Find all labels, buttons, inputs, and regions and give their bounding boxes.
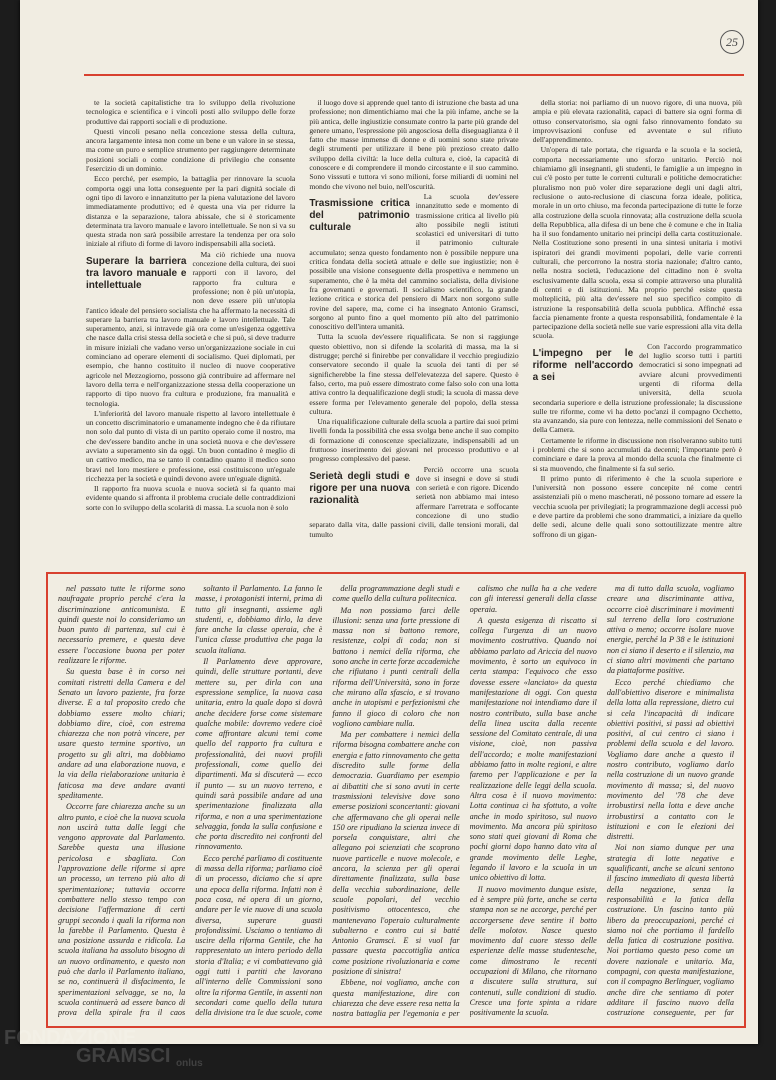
article-column-3 <box>533 98 742 556</box>
paragraph: Il primo punto di riferimento è che la scuola superiore e l'università non possono essere concepite né come centri assistenziali più o meno mascherati, né possono tornare ad essere la vecchia scuola per privilegiati; la programmazione degli accessi può e deve partire da problemi che sono drammatici, a iniziare da quello delle sedi, alcune delle quali sono sottoutilizzate mentre altre soffrono di un gigan- <box>532 473 742 539</box>
paragraph: Il rapporto fra nuova scuola e nuova società si fa quanto mai evidente quando si affronta il problema cruciale delle contraddizioni sorte con lo sviluppo della scolarità di massa. La scuola non è solo <box>86 484 296 512</box>
paragraph: Perciò occorre una scuola dove si insegni e dove si studi con serietà e con rigore. Dicendo serietà non abbiamo mai inteso affermare l'arretrata e soffocante concezione di uno studio separato dalla vita, dalle passioni civili, dalle tensioni morali, dal tumulto <box>309 464 519 539</box>
boxed-paragraph: Il Parlamento deve approvare, quindi, delle strutture portanti, deve mettere su, per dirla con una espressione semplice, la nuova casa unitaria, entro la quale dopo si dovrà anche decidere forse come sistemare qualche mobile: dovremo vedere cioè come affrontare alcuni temi come quello del rapporto fra cultura e professionalità, dei nuovi profili professionali, come quello dei dipartimenti. Ma si discuterà — ecco il punto — su un nuovo terreno, e quindi sarà possibile andare ad una sperimentazione finalizzata alla riforma, e non a una sperimentazione selvaggia, fonda la sulla confusione e che porta discredito nei confronti del rinnovamento. <box>195 657 323 852</box>
boxed-paragraph: calismo che nulla ha a che vedere con gli interessi generali della classe operaia. <box>469 584 597 614</box>
paragraph: Ma ciò richiede una nuova concezione della cultura, dei suoi rapporti con il lavoro, del rapporto fra cultura e professione; non è più un'utopia, non deve essere più un'utopia l'antico ideale del pensiero socialista che ha affermato la necessità di superare la barriera tra lavoro manuale e lavoro intellettuale. Tale superamento, anzi, si intravede già ora come un'esigenza oggettiva che nasce dalla crisi stessa della società e che si può, si deve tradurre in misure iniziali che vadano verso un'organizzazione sociale in cui cominciano ad operare elementi di socialismo. Quei diplomati, per esempio, che hanno costituito il nucleo di nuove cooperative agricole nel Mezzogiorno, possono già contribuire ad affermare nel lavoro della terra e nell'organizzazione stessa della cooperazione un rapporto di tipo nuovo fra cultura e produzione, fra manualità e tecnologia. <box>86 249 296 408</box>
boxed-paragraph: nel passato tutte le riforme sono naufragate proprio perché c'era la discriminazione anticomunista. E quindi queste noi lo consideriamo un buon punto di partenza, sul cui è necessario premere, e questa deve essere l'occasione buona per poter realizzare le riforme. <box>58 584 186 666</box>
boxed-paragraph: Ebbene, noi vogliamo, anche con questa manifestazione, dire con chiarezza che deve essere resa netta la nostra battaglia per l'egemonia e per <box>332 978 460 1018</box>
article-column-2 <box>309 98 518 556</box>
paragraph: Questi vincoli pesano nella concezione stessa della cultura, ancora largamente intesa non come un bene e un valore in se stessa, ma come un puro e semplice strumento per raggiungere determinate posizioni sociali o come condizione di privilegio che consente l'esercizio di un dominio. <box>86 126 296 174</box>
paragraph: La scuola dev'essere innanzitutto sede e momento di trasmissione critica al livello più alto possibile negli istituti scolastici ed universitari di tutto il patrimonio culturale accumulato; senza questo fondamento non è possibile neppure una critica fondata della società attuale e delle sue ingiustizie; non è possibile una visione conseguente della prospettiva e nemmeno un superamento, che è la mèta del cammino socialista, della divisione fra governanti e governati. Il socialismo scientifico, la grande lezione critica e storica del pensiero di Marx non sorgono sulle rovine del sapere, ma, come ci ha insegnato Antonio Gramsci, sorgono al punto fino a quel momento più alto del patrimonio conoscitivo dell'intera umanità. <box>309 191 519 332</box>
watermark-line-2: GRAMSCI <box>76 1045 171 1067</box>
section-heading: Superare la barriera tra lavoro manuale e intellettuale <box>86 255 187 291</box>
boxed-paragraph: Il nuovo movimento dunque esiste, ed è sempre più forte, anche se certa stampa non se ne accorge, perché per accorgersene deve sentire il botto delle molotov. Nasce questo movimento dal cuore stesso delle esperienze delle masse studentesche, come dimostrano le recenti occupazioni di Milano, che ritornano a discutere sulla struttura, sui contenuti, sulle condizioni di studio. Cresce una forte spinta a ridare positivamente la scuola. <box>469 884 597 1018</box>
boxed-paragraph: Noi non siamo dunque per una strategia di lotte negative e squalificanti, anche se alcuni sentono il fascino immediato di questa libertà della negazione, senza la responsabilità e la fatica della costruzione. Un fascino tanto più libero da preoccupazioni, perché ci siamo noi che portiamo il fardello della fatica di costruzione positiva. Noi portiamo questo peso come un dovere nazionale e unitario. Ma, compagni, con questa manifestazione, con il compagno Berlinguer, vogliamo anche dire che sentiamo di poter additare il fascino nuovo della costruzione conseguente, per far <box>606 843 735 1018</box>
boxed-column-3 <box>332 584 459 1018</box>
paragraph: Tutta la scuola dev'essere riqualificata. Se non si raggiunge questo obiettivo, non si difende la scolarità di massa, ma la si distrugge; perché si finirebbe per convalidare il vecchio pregiudizio conservatore secondo il quale la scuola dei tanti di per sé significherebbe la fine stessa dell'elevatezza del sapere. Questo è falso, certo, ma può essere dimostrato come falso solo con una lotta attiva contro la dequalificazione degli studi; la scuola di massa deve essere forma per l'elevamento generale del popolo, della stessa cultura. <box>309 332 519 416</box>
boxed-column-5 <box>607 584 734 1018</box>
boxed-paragraph: Occorre fare chiarezza anche su un altro punto, e cioè che la nuova scuola non uscirà tutta dalle leggi che vengono approvate dal Parlamento. Sarebbe questa una illusione pericolosa e sbagliata. Con l'approvazione delle riforme si apre un processo, un terreno più alto di sperimentazione; tuttavia occorre combattere nello stesso tempo con decisione l'affermazione di certi gruppi secondo i quali la riforma non la farebbe il Parlamento. Questa è una posizione assurda e ridicola. La scuola italiana ha assoluto bisogno di un nuovo ordinamento, e questo non può che darlo il Parlamento italiano, se no, continuerà il disfacimento, le sperimentazioni selvagge, se no, la scuola continuerà ad essere banco di prova della spirale fra il caos <box>58 802 186 1018</box>
paragraph: Certamente le riforme in discussione non risolveranno subito tutti i problemi che si sono accumulati da decenni; l'importante però è cominciare e dare la prova al mondo della scuola che finalmente ci si sta muovendo, che finalmente si fa sul serio. <box>532 435 742 473</box>
boxed-column-1 <box>58 584 185 1018</box>
boxed-paragraph: della programmazione degli studi e come quello della cultura politecnica. <box>332 584 460 604</box>
paragraph: della storia: noi parliamo di un nuovo rigore, di una nuova, più ampia e più elevata razionalità, capaci di battere sia ogni forma di ottuso conservatorismo, sia ogni falso rinnovamento fondato su improvvisazioni confuse ed avventate e sul rifiuto dell'apprendimento. <box>532 98 742 145</box>
section-heading: L'impegno per le riforme nell'accordo a sei <box>532 347 634 383</box>
boxed-column-4 <box>470 584 597 1018</box>
paragraph: il luogo dove si apprende quel tanto di istruzione che basta ad una professione; non dimentichiamo mai che la più infame, anche se la più antica, delle ingiustizie consumate contro la parte più grande del genere umano, l'espressione più angosciosa della diseguaglianza è il fatto che masse immense di donne e di uomini sono state private degli strumenti per utilizzare il bene più prezioso creato dallo sviluppo della civiltà: la luce della cultura e, cioè, la capacità di conoscere e di comprendere il mondo circostante e il suo cammino. Sono visssuti e tuttora vi sono milioni, forse miliardi di uomini nel mondo che vivono nel buio, nell'oscurità. <box>309 98 519 191</box>
archive-watermark <box>0 1010 260 1080</box>
boxed-paragraph: soltanto il Parlamento. La fanno le masse, i protagonisti interni, prima di tutto gli insegnanti, assieme agli studenti, e, dobbiamo dirlo, la deve fare anche la classe operaia, che è l'unica classe produttiva che paga la scuola italiana. <box>195 584 323 655</box>
boxed-section <box>46 572 746 1028</box>
boxed-paragraph: Ecco perché parliamo di costituente di massa della riforma; parliamo cioè di un processo, diciamo che si apre una epoca della riforma. Infatti non è poca cosa, né opera di un giorno, andare per le vie nuove di una scuola diversa, superare guasti profondissimi. Usciamo o tentiamo di uscire della riforma Gentile, che ha rappresentato un intero periodo della storia d'Italia; e vi combattevano già oggi tutti i partiti che lavorano all'interno delle Commissioni sono oltre la riforma Gentile, in assenti non secondari come quello della tutura della divisione tra le due scuole, come <box>195 853 323 1018</box>
boxed-paragraph: ma di tutto dalla scuola, vogliamo creare una discriminante attiva, occorre cioè discriminare i movimenti sul terreno della loro costruzione attiva o meno; occorre isolare nuove energie, perché la P 38 e le istituzioni non ci siano il deserto e il silenzio, ma ci siano altri movimenti che partano da piattaforme positive. <box>606 584 735 676</box>
paragraph: Ecco perché, per esempio, la battaglia per rinnovare la scuola comporta oggi una lotta conseguente per la pari dignità sociale di ogni tipo di lavoro e innanzitutto per la piena valutazione del lavoro immediatamente produttivo; ed è questa una via per ridurre la distanza e la separazione, talora abissale, che si è storicamente determinata tra lavoro manuale e lavoro intellettuale. Se non si va su questa strada non sarà possibile arrestare la tendenza per ora solo iniziale al rifiuto di forme di lavoro indispensabili alla società. <box>86 174 296 249</box>
red-rule <box>84 74 744 76</box>
paragraph: te la società capitalistiche tra lo sviluppo della rivoluzione tecnologica e scientifica e i vincoli posti allo sviluppo delle forze produttive dai rapporti sociali e di produzione. <box>86 98 296 126</box>
boxed-column-2 <box>195 584 322 1018</box>
watermark-line-1: FONDAZIONE <box>4 1027 137 1049</box>
article-columns <box>86 98 742 556</box>
article-column-1 <box>86 98 295 556</box>
newspaper-page <box>20 0 758 1044</box>
boxed-paragraph: Ma non possiamo farci delle illusioni: senza una forte pressione di massa non si battono remore, resistenze, colpi di coda; non si battono i nemici della riforma, che sono anche in certe forze accademiche che rifiutano i punti centrali della riforma dell'Università, sono in forze che mirano alla sfascio, e si trovano anche in utopismi e perfezionismi che fanno il gioco di coloro che non vogliono cambiare nulla. <box>332 605 460 728</box>
paragraph: Con l'accordo programmatico del luglio scorso tutti i partiti democratici si sono impegnati ad avviare alcuni provvedimenti urgenti di riforma della università, della scuola secondaria superiore e della istruzione professionale; la discussione sulle tre riforme, come vi ha detto poc'anzi il compagno Occhetto, sta avanzando, sia pure con lentezza, nelle commissioni del Senato e della Camera. <box>532 341 742 435</box>
paragraph: Un'opera di tale portata, che riguarda e la scuola e la società, comporta necessariamente uno sforzo unitario. Perciò noi chiamiamo gli insegnanti, gli studenti, le famiglie a un impegno in cui c'è posto per tutte le correnti culturali e politiche democratiche: pluralismo non può voler dire separazione degli uni dagli altri, reclusione o auto-reclusione di ciascuna forza ideale, politica, morale in un orto chiuso, ma feconda partecipazione di tutte le forze alla costruzione della scuola rinnovata; alla costruzione della scuola della Repubblica, alla difesa di un bene che è comune e che in Italia ha il suo fondamento unitario nei principi della carta costituzionale. Nella Costituzione sono presenti in una sintesi unitaria i motivi ispiratori dei grandi movimenti popolari, delle varie correnti culturali, che percorrono la nostra storia nazionale; d'altro canto, nella nostra società, l'educazione del cittadino non è svolta esclusivamente dalla scuola, essa si compie attraverso una pluralità di centri e di istituzioni. Ma proprio perché esiste questa molteplicità, più alta dev'essere nel suo specifico compito di istruzione la responsabilità della scuola pubblica. Affinché essa faccia pienamente fronte a questa responsabilità, fondamentale è la partecipazione della società nelle sue varie espressioni alla vita della scuola. <box>532 145 742 341</box>
section-heading: Trasmissione critica del patrimonio culturale <box>309 197 410 233</box>
paragraph: L'inferiorità del lavoro manuale rispetto al lavoro intellettuale è un concetto discriminatorio e umanamente indegno che è da rifiutare non solo dal punto di vista di un partito operaio come il nostro, ma che dev'essere bandito anche in una società nuova e che dev'essere avviato a superamento sin da oggi. Un buon contadino è meglio di un cattivo medico, ma se tanto il contadino quanto il medico sono bravi nel loro mestiere e professione, essi costituiscono un'eguale ricchezza per la società e quindi devono avere un'eguale dignità. <box>86 408 296 483</box>
boxed-paragraph: Ma per combattere i nemici della riforma bisogna combattere anche con energia e fatto rinnovamento che getta discredito sulle forme della democrazia. Guardiamo per esempio ai dibattiti che si sono avuti in certe trasmissioni televisive dove sono emerse posizioni sconcertanti: giovani che affermavano che gli operai nelle 150 ore ripudiano la scienza invece di porsela conquistare, altri che allegano poi scienziati che scoprono nuove particelle e nuove molecole, e ancora, la scienza per gli operai direttamente finalizzata, sulla base della vecchia subordinazione, delle scuole popolari, del vecchio positivismo ottocentesco, che mantenevano l'operaio culturalmente subalterno e contro cui si batté Antonio Gramsci. E si vuol far passare questa paccottiglia antica come posizione rivoluzionaria e come posizione di sinistra! <box>332 730 460 976</box>
boxed-paragraph: A questa esigenza di riscatto si collega l'urgenza di un nuovo movimento costruttivo. Quando noi abbiamo parlato ad Ariccia del nuovo movimento, è sorto un equivoco in certa stampa: l'equivoco che esso dovesse essere «lanciato» da questa manifestazione di oggi. Con questa manifestazione noi intendiamo dare il nostro contributo, sulla base anche della linea uscita dalla recente sessione del Comitato centrale, di una visione, cioè, non passiva dell'accordo; e molte manifestazioni abbiamo fatto in molte regioni, e altre faremo per l'applicazione e per la realizzazione delle leggi della scuola. Altra cosa è il nuovo movimento: Lotta continua ci ha sfottuto, a volte anche in modo spiritoso, sul nuovo movimento. Ma ancora più spiritoso sono stati quei giovani di Roma che pochi giorni dopo hanno dato vita al grande movimento delle Leghe, legando il lavoro e la scuola in un unico obiettivo di lotta. <box>469 615 597 883</box>
boxed-paragraph: Ecco perché chiediamo che dall'obiettivo diserore e minimalista della lotta alla repressione, dietro cui si cela l'incapacità di indicare obiettivi positivi, si passi ad obiettivi positivi, al cui centro ci siano i problemi della scuola e del lavoro. Vogliamo dare anche a questo il nostro contributo, vogliamo darlo nella costruzione di un nuovo grande movimento di massa; sì, del nuovo movimento del '78 che deve irrobustirsi nella lotta e deve anche irrobustirsi a contatto con le istituzioni e con le elezioni dei distretti. <box>606 677 735 842</box>
boxed-paragraph: Su questa base è in corso nei comitati ristretti della Camera e del Senato un lavoro paziente, fra forze diverse. E a tal proposito credo che dobbiamo essere molto chiari; dobbiamo dire, cioè, con estrema chiarezza che non potrà vincere, per usare questo termine sportivo, un progetto su gli altri, ma dobbiamo andare ad una elaborazione nuova, e la via della rielaborazione unitaria è faticosa ma deve andare avanti speditamente. <box>58 667 186 800</box>
watermark-line-3: onlus <box>176 1058 203 1069</box>
section-heading: Serietà degli studi e rigore per una nuova razionalità <box>309 470 410 506</box>
paragraph: Una riqualificazione culturale della scuola a partire dai suoi primi livelli fonda la possibilità che essa svolga bene anche il suo compito di formazione di conoscenze specializzate, indispensabili ad un fruttuoso inserimento dei giovani nel processo produttivo e al progresso complessivo del paese. <box>309 417 519 464</box>
page-number: 25 <box>720 30 744 54</box>
